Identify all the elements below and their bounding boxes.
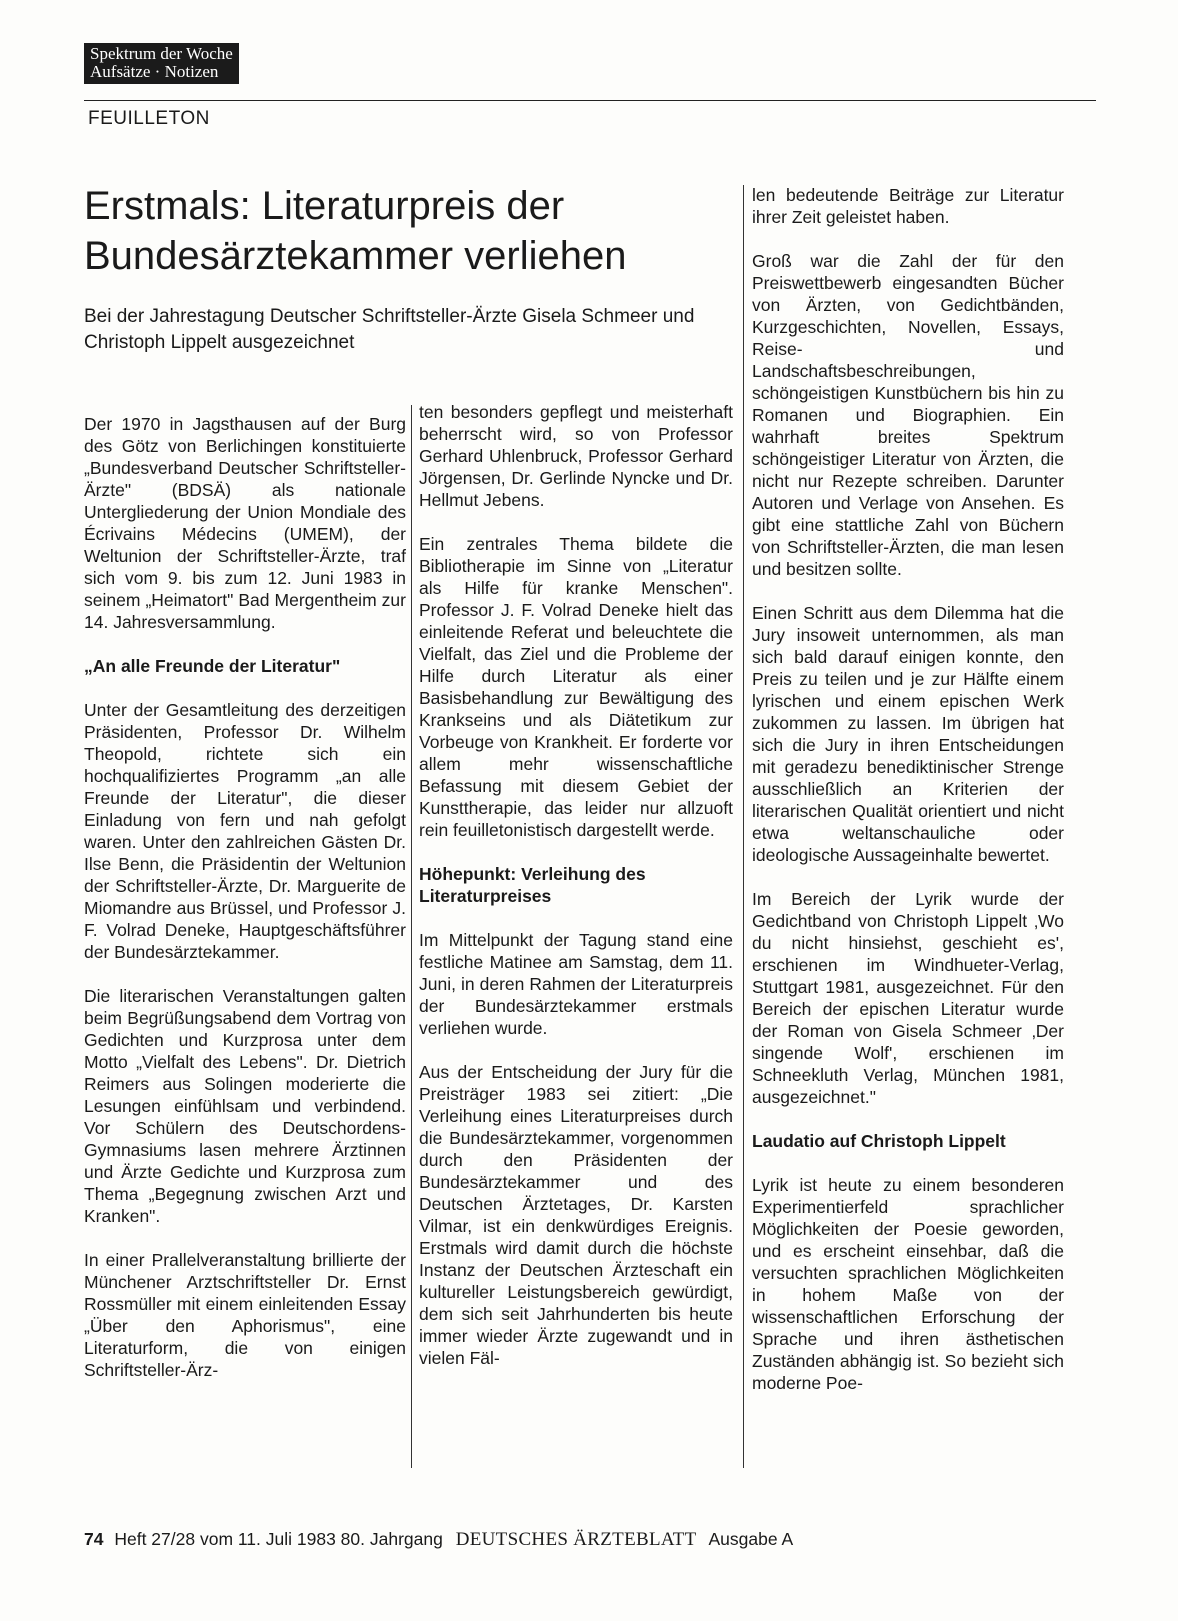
text-column-2 [419,401,733,1391]
paragraph: Ein zentrales Thema bildete die Bibliotherapie im Sinne von „Literatur als Hilfe für kranke Menschen". Professor J. F. Volrad Deneke hielt das einleitende Referat und beleuchtete die Vielfalt, das Ziel und die Probleme der Hilfe durch Literatur als einer Basisbehandlung zur Bewältigung des Krankseins und als Diätetikum zur Vorbeuge von Krankheit. Er forderte vor allem mehr wissenschaftliche Befassung mit diesem Gebiet der Kunsttherapie, das leider nur allzuoft rein feuilletonistisch dargestellt werde. [419,534,733,840]
page-footer [84,1529,793,1551]
paragraph: Unter der Gesamtleitung des derzeitigen Präsidenten, Professor Dr. Wilhelm Theopold, richtete sich ein hochqualifiziertes Programm „an alle Freunde der Literatur", die dieser Einladung von fern und nah gefolgt waren. Unter den zahlreichen Gästen Dr. Ilse Benn, die Präsidentin der Weltunion der Schriftsteller-Ärzte, Dr. Marguerite de Miomandre aus Brüssel, und Professor J. F. Volrad Deneke, Hauptgeschäftsführer der Bundesärztekammer. [84,700,406,962]
paragraph: Aus der Entscheidung der Jury für die Preisträger 1983 sei zitiert: „Die Verleihung eines Literaturpreises durch die Bundesärztekammer, vorgenommen durch den Präsidenten der Bundesärztekammer und des Deutschen Ärztetages, Dr. Karsten Vilmar, ist ein denkwürdiges Ereignis. Erstmals wird damit durch die höchste Instanz der Deutschen Ärzteschaft ein kultureller Leistungsbereich gewürdigt, dem sich seit Jahrhunderten bis heute immer wieder Ärzte zugewandt und in vielen Fäl- [419,1062,733,1368]
subheading: Laudatio auf Christoph Lippelt [752,1131,1006,1151]
paragraph: Im Bereich der Lyrik wurde der Gedichtband von Christoph Lippelt ‚Wo du nicht hinsiehst, geschieht es', erschienen im Windhueter-Verlag, Stuttgart 1981, ausgezeichnet. Für den Bereich der epischen Literatur wurde der Roman von Gisela Schmeer ‚Der singende Wolf', erschienen im Schneekluth Verlag, München 1981, ausgezeichnet." [752,889,1064,1107]
text-column-1 [84,413,406,1403]
issue-info: Heft 27/28 vom 11. Juli 1983 80. Jahrgang [114,1529,443,1549]
paragraph: Der 1970 in Jagsthausen auf der Burg des Götz von Berlichingen konstituierte „Bundesverband Deutscher Schriftsteller-Ärzte" (BDSÄ) als nationale Untergliederung der Union Mondiale des Écrivains Médecins (UMEM), der Weltunion der Schriftsteller-Ärzte, traf sich vom 9. bis zum 12. Juni 1983 in seinem „Heimatort" Bad Mergentheim zur 14. Jahresversammlung. [84,414,406,632]
paragraph: Einen Schritt aus dem Dilemma hat die Jury insoweit unternommen, als man sich bald darauf einigen konnte, den Preis zu teilen und je zur Hälfte einem lyrischen und einem epischen Werk zukommen zu lassen. Im übrigen hat sich die Jury in ihren Entscheidungen mit geradezu benediktinischer Strenge ausschließlich an Kriterien der literarischen Qualität orientiert und nicht etwa weltanschauliche oder ideologische Aussageinhalte bewertet. [752,603,1064,865]
edition-label: Ausgabe A [708,1529,794,1549]
section-label: FEUILLETON [88,108,210,129]
section-kicker [84,43,239,84]
article-subtitle: Bei der Jahrestagung Deutscher Schriftsteller-Ärzte Gisela Schmeer und Christoph Lippelt ausgezeichnet [84,306,695,353]
subheading: Höhepunkt: Verleihung des Literaturpreises [419,864,646,906]
column-divider [743,185,744,1468]
paragraph: Groß war die Zahl der für den Preiswettbewerb eingesandten Bücher von Ärzten, von Gedichtbänden, Kurzgeschichten, Novellen, Essays, Reise- und Landschaftsbeschreibungen, schöngeistigen Kunstbüchern bis hin zu Romanen und Biographien. Ein wahrhaft breites Spektrum schöngeistiger Literatur von Ärzten, die nicht nur Rezepte schreiben. Darunter Autoren und Verlage von Ansehen. Es gibt eine stattliche Zahl von Büchern von Schriftsteller-Ärzten, die man lesen und besitzen sollte. [752,251,1064,579]
subheading: „An alle Freunde der Literatur" [84,656,341,676]
kicker-line-1: Spektrum der Woche [90,44,233,63]
paragraph: ten besonders gepflegt und meisterhaft beherrscht wird, so von Professor Gerhard Uhlenbruck, Professor Gerhard Jörgensen, Dr. Gerlinde Nyncke und Dr. Hellmut Jebens. [419,402,733,510]
paragraph: Lyrik ist heute zu einem besonderen Experimentierfeld sprachlicher Möglichkeiten der Poesie geworden, und es erscheint einsehbar, daß die versuchten sprachlichen Möglichkeiten in hohem Maße von der wissenschaftlichen Erforschung der Sprache und ihren ästhetischen Zuständen abhängig ist. So bezieht sich moderne Poe- [752,1175,1064,1393]
paragraph: Im Mittelpunkt der Tagung stand eine festliche Matinee am Samstag, dem 11. Juni, in deren Rahmen der Literaturpreis der Bundesärztekammer erstmals verliehen wurde. [419,930,733,1038]
header-rule [84,100,1096,101]
paragraph: In einer Prallelveranstaltung brillierte der Münchener Arztschriftsteller Dr. Ernst Rossmüller mit einem einleitenden Essay „Über den Aphorismus", eine Literaturform, die von einigen Schriftsteller-Ärz- [84,1250,406,1380]
column-divider [411,405,412,1468]
paragraph: Die literarischen Veranstaltungen galten beim Begrüßungsabend dem Vortrag von Gedichten und Kurzprosa unter dem Motto „Vielfalt des Lebens". Dr. Dietrich Reimers aus Solingen moderierte die Lesungen einfühlsam und verbindend. Vor Schülern des Deutschordens-Gymnasiums lasen mehrere Ärztinnen und Ärzte Gedichte und Kurzprosa zum Thema „Begegnung zwischen Arzt und Kranken". [84,986,406,1226]
magazine-name: DEUTSCHES ÄRZTEBLATT [455,1529,697,1550]
paragraph: len bedeutende Beiträge zur Literatur ihrer Zeit geleistet haben. [752,185,1064,227]
text-column-3 [752,184,1064,1416]
article-title: Erstmals: Literaturpreis der Bundesärztekammer verliehen [84,184,627,278]
kicker-line-2: Aufsätze · Notizen [90,62,219,81]
page-number: 74 [84,1529,104,1549]
